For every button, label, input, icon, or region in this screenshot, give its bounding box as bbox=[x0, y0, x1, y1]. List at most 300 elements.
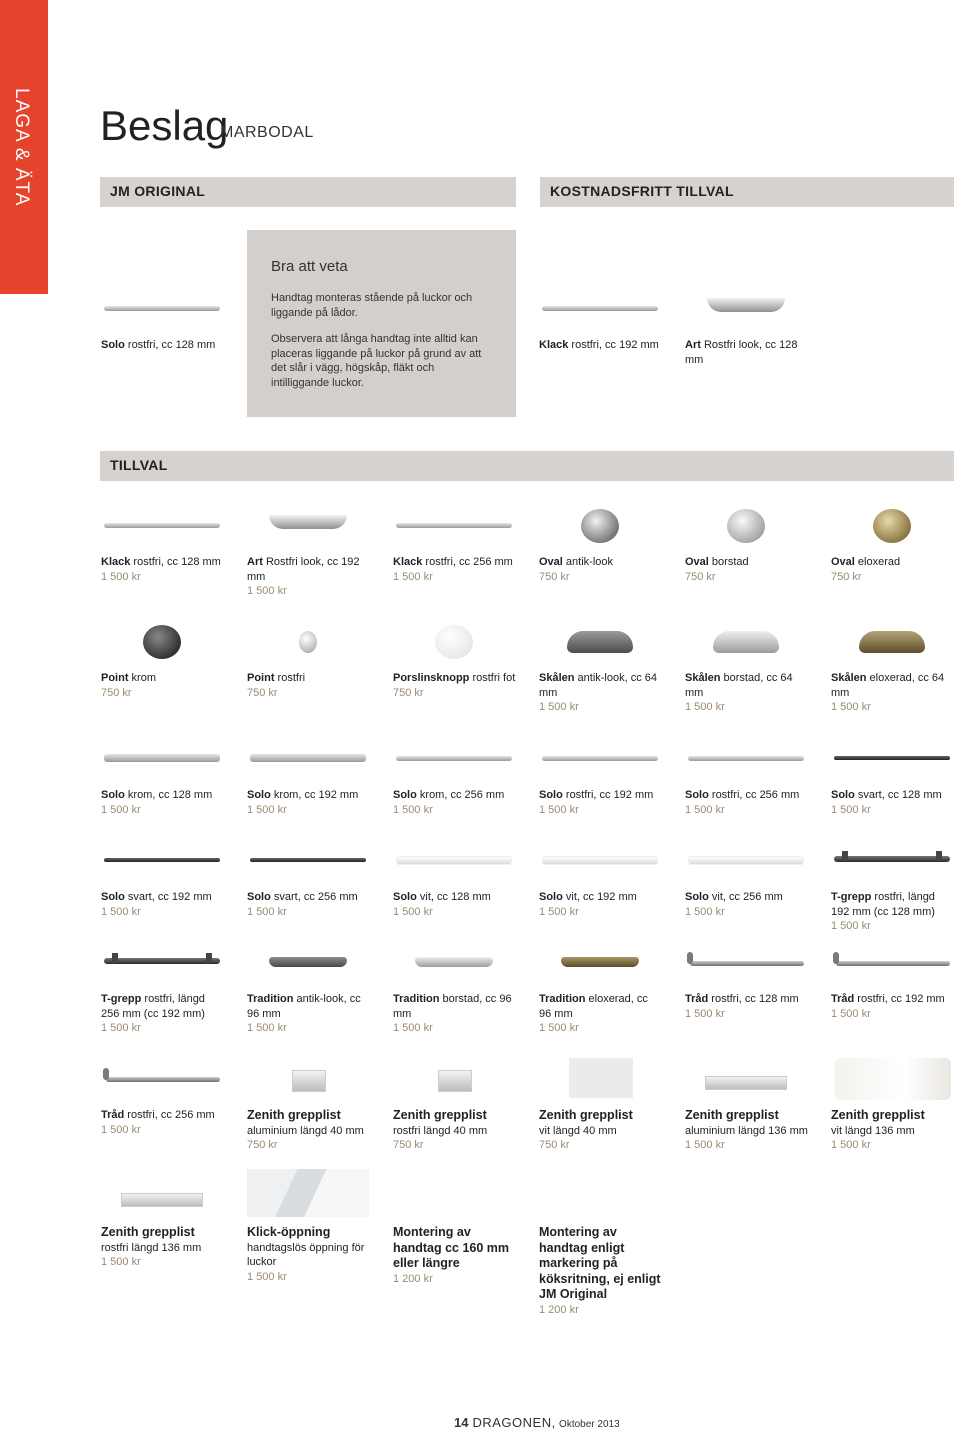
product-label bbox=[393, 890, 517, 905]
product-thumbnail bbox=[247, 621, 369, 663]
product-label bbox=[685, 671, 809, 700]
product-thumbnail bbox=[393, 1058, 515, 1100]
product-thumbnail bbox=[247, 840, 369, 882]
product-name: Solo bbox=[831, 789, 855, 801]
product-description: rostfri bbox=[274, 672, 306, 684]
product-price: 1 500 kr bbox=[831, 701, 871, 713]
footer-date: Oktober 2013 bbox=[559, 1419, 620, 1430]
product-price: 1 500 kr bbox=[247, 1022, 287, 1034]
product-item bbox=[393, 840, 517, 919]
product-price: 1 500 kr bbox=[247, 803, 287, 816]
handle-image bbox=[104, 523, 220, 528]
product-name: Zenith grepplist bbox=[685, 1108, 779, 1122]
product-thumbnail bbox=[831, 942, 953, 984]
product-name: Montering av handtag cc 160 mm eller längre bbox=[393, 1225, 510, 1270]
product-label bbox=[247, 555, 371, 584]
product-item bbox=[685, 1058, 809, 1153]
product-description: vit, cc 192 mm bbox=[562, 891, 637, 903]
product-item bbox=[247, 942, 371, 1036]
product-label bbox=[393, 555, 517, 570]
knob-image bbox=[727, 509, 765, 543]
product-item bbox=[831, 505, 955, 584]
info-paragraph: Observera att långa handtag inte alltid kan placeras liggande på luckor på grund av att det slår i vägg, högskåp, fläkt och intilliggande luckor. bbox=[271, 333, 482, 389]
info-box bbox=[247, 230, 516, 417]
product-name: Zenith grepplist bbox=[247, 1108, 341, 1122]
product-label bbox=[101, 555, 225, 570]
product-price: 1 500 kr bbox=[247, 905, 287, 918]
product-description: antik-look bbox=[562, 556, 613, 568]
product-label bbox=[247, 992, 371, 1021]
product-thumbnail bbox=[831, 505, 953, 547]
handle-image bbox=[542, 856, 658, 865]
product-label bbox=[101, 1108, 225, 1123]
product-thumbnail bbox=[247, 1175, 369, 1217]
handle-image bbox=[104, 754, 220, 762]
product-name: Skålen bbox=[539, 672, 575, 684]
product-thumbnail bbox=[539, 738, 661, 780]
product-label bbox=[539, 1225, 663, 1303]
product-label bbox=[539, 555, 663, 570]
product-description: eloxerad, cc 64 mm bbox=[831, 672, 945, 699]
product-name: Tråd bbox=[831, 993, 855, 1005]
product-label bbox=[247, 1108, 371, 1138]
product-thumbnail bbox=[393, 621, 515, 663]
product-thumbnail bbox=[101, 1175, 223, 1217]
wire-handle-image bbox=[690, 961, 804, 966]
product-price: 750 kr bbox=[685, 570, 716, 583]
arc-handle-image bbox=[707, 298, 785, 312]
product-description: vit längd 40 mm bbox=[539, 1124, 617, 1137]
product-name: Tråd bbox=[685, 993, 709, 1005]
product-thumbnail bbox=[101, 505, 223, 547]
product-label bbox=[685, 555, 809, 570]
product-name: Klack bbox=[539, 339, 569, 351]
product-thumbnail bbox=[247, 505, 369, 547]
product-description: Rostfri look, cc 192 mm bbox=[247, 556, 360, 583]
product-description: rostfri, cc 128 mm bbox=[708, 993, 799, 1005]
product-name: Solo bbox=[685, 789, 709, 801]
product-thumbnail bbox=[393, 738, 515, 780]
product-item bbox=[393, 1058, 517, 1153]
product-label bbox=[831, 992, 955, 1007]
product-name: Zenith grepplist bbox=[393, 1108, 487, 1122]
product-name: T-grepp bbox=[831, 891, 872, 903]
product-price: 1 500 kr bbox=[393, 1022, 433, 1034]
knob-image bbox=[299, 631, 317, 653]
product-name: Art bbox=[247, 556, 263, 568]
product-description: antik-look, cc 64 mm bbox=[539, 672, 658, 699]
page-subtitle: MARBODAL bbox=[220, 124, 314, 141]
tradition-handle-image bbox=[269, 957, 347, 967]
product-item bbox=[685, 738, 809, 817]
grip-rail-image bbox=[121, 1193, 203, 1207]
product-description: rostfri, längd 192 mm (cc 128 mm) bbox=[831, 891, 935, 918]
product-thumbnail bbox=[831, 738, 953, 780]
grip-rail-image bbox=[438, 1070, 472, 1092]
info-paragraph: Handtag monteras stående på luckor och liggande på lådor. bbox=[271, 292, 473, 319]
product-thumbnail bbox=[101, 621, 223, 663]
product-label bbox=[539, 890, 663, 905]
product-name: Solo bbox=[101, 789, 125, 801]
product-name: Solo bbox=[101, 891, 125, 903]
product-description: rostfri, cc 256 mm bbox=[124, 1109, 215, 1121]
product-thumbnail bbox=[831, 1058, 953, 1100]
product-name: Tradition bbox=[393, 993, 440, 1005]
product-thumbnail bbox=[685, 942, 807, 984]
product-description: aluminium längd 136 mm bbox=[685, 1124, 808, 1137]
product-price: 1 500 kr bbox=[393, 803, 433, 816]
product-item bbox=[539, 1058, 663, 1153]
product-thumbnail bbox=[685, 288, 807, 330]
product-price: 750 kr bbox=[539, 570, 570, 583]
handle-image bbox=[542, 756, 658, 761]
product-item bbox=[101, 1058, 225, 1137]
section-title: KOSTNADSFRITT TILLVAL bbox=[550, 183, 734, 199]
product-item bbox=[101, 505, 225, 584]
product-description: krom, cc 256 mm bbox=[416, 789, 505, 801]
product-description: rostfri, cc 256 mm bbox=[708, 789, 800, 801]
product-label bbox=[101, 992, 225, 1021]
product-price: 1 500 kr bbox=[393, 570, 433, 583]
product-label bbox=[247, 671, 371, 686]
product-thumbnail bbox=[685, 621, 807, 663]
product-description: Rostfri look, cc 128 mm bbox=[685, 339, 798, 366]
product-name: Porslinsknopp bbox=[393, 672, 470, 684]
handle-image bbox=[834, 756, 950, 760]
product-price: 1 500 kr bbox=[101, 570, 141, 583]
product-item bbox=[247, 505, 371, 599]
product-item bbox=[831, 1058, 955, 1153]
product-description: krom bbox=[128, 672, 156, 684]
product-name: Oval bbox=[685, 556, 709, 568]
product-label bbox=[831, 671, 955, 700]
product-label bbox=[685, 338, 809, 367]
product-description: rostfri fot bbox=[469, 672, 516, 684]
product-label bbox=[101, 788, 225, 803]
product-name: Klack bbox=[393, 556, 423, 568]
product-item bbox=[393, 1225, 517, 1286]
product-label bbox=[393, 1225, 517, 1272]
side-tab bbox=[0, 0, 48, 294]
product-price: 1 500 kr bbox=[831, 920, 871, 932]
section-kostnadsfritt bbox=[540, 177, 954, 207]
product-price: 750 kr bbox=[393, 1139, 424, 1151]
handle-image bbox=[396, 756, 512, 761]
product-description: rostfri längd 40 mm bbox=[393, 1124, 488, 1137]
product-item bbox=[831, 840, 955, 934]
handle-image bbox=[688, 756, 804, 761]
product-label bbox=[685, 788, 809, 803]
product-description: borstad, cc 96 mm bbox=[393, 993, 512, 1020]
product-item bbox=[247, 840, 371, 919]
product-name: Oval bbox=[831, 556, 855, 568]
wire-handle-image bbox=[836, 961, 950, 966]
product-thumbnail bbox=[539, 621, 661, 663]
product-price: 750 kr bbox=[539, 1139, 570, 1151]
product-description: borstad, cc 64 mm bbox=[685, 672, 793, 699]
page-footer bbox=[454, 1415, 620, 1430]
product-label bbox=[685, 890, 809, 905]
cup-handle-image bbox=[713, 631, 779, 653]
product-item bbox=[539, 505, 663, 584]
product-label bbox=[685, 992, 809, 1007]
product-label bbox=[831, 1108, 955, 1138]
product-name: Solo bbox=[247, 789, 271, 801]
product-price: 1 500 kr bbox=[685, 701, 725, 713]
arc-handle-image bbox=[269, 515, 347, 529]
product-description: antik-look, cc 96 mm bbox=[247, 993, 361, 1020]
handle-image bbox=[250, 754, 366, 762]
product-price: 1 500 kr bbox=[101, 803, 141, 816]
product-price: 1 500 kr bbox=[101, 905, 141, 918]
product-name: Solo bbox=[539, 789, 563, 801]
product-description: krom, cc 128 mm bbox=[124, 789, 213, 801]
product-label bbox=[247, 1225, 371, 1270]
page-number: 14 bbox=[454, 1415, 469, 1430]
product-price: 1 500 kr bbox=[831, 1139, 871, 1151]
product-name: Oval bbox=[539, 556, 563, 568]
product-name: Klick-öppning bbox=[247, 1225, 331, 1239]
product-thumbnail bbox=[831, 621, 953, 663]
product-thumbnail bbox=[393, 942, 515, 984]
product-description: rostfri, cc 192 mm bbox=[854, 993, 945, 1005]
product-description: eloxerad bbox=[854, 556, 901, 568]
product-thumbnail bbox=[539, 1058, 661, 1100]
knob-image bbox=[873, 509, 911, 543]
product-name: Point bbox=[247, 672, 275, 684]
product-price: 750 kr bbox=[831, 570, 862, 583]
product-name: Solo bbox=[247, 891, 271, 903]
product-price: 1 200 kr bbox=[539, 1303, 579, 1316]
product-price: 1 500 kr bbox=[539, 701, 579, 713]
product-description: rostfri, längd 256 mm (cc 192 mm) bbox=[101, 993, 205, 1020]
product-label bbox=[393, 992, 517, 1021]
product-item bbox=[831, 942, 955, 1021]
product-description: vit, cc 256 mm bbox=[708, 891, 783, 903]
product-label bbox=[539, 338, 663, 353]
footer-brand: DRAGONEN, bbox=[472, 1415, 556, 1430]
product-name: Tradition bbox=[247, 993, 294, 1005]
page-title: Beslag bbox=[100, 102, 229, 149]
knob-image bbox=[435, 625, 473, 659]
product-thumbnail bbox=[539, 942, 661, 984]
knob-image bbox=[143, 625, 181, 659]
handle-image bbox=[104, 858, 220, 862]
product-thumbnail bbox=[101, 1058, 223, 1100]
product-label bbox=[101, 890, 225, 905]
product-item bbox=[685, 840, 809, 919]
product-name: Tråd bbox=[101, 1109, 125, 1121]
product-item bbox=[247, 738, 371, 817]
product-item bbox=[247, 621, 371, 700]
product-price: 750 kr bbox=[393, 686, 424, 699]
product-description: borstad bbox=[708, 556, 749, 568]
product-item bbox=[539, 738, 663, 817]
product-thumbnail bbox=[393, 505, 515, 547]
info-title: Bra att veta bbox=[271, 258, 348, 275]
product-price: 1 500 kr bbox=[685, 1007, 725, 1020]
product-item bbox=[393, 621, 517, 700]
product-price: 1 500 kr bbox=[831, 1007, 871, 1020]
product-description: eloxerad, cc 96 mm bbox=[539, 993, 648, 1020]
product-item bbox=[539, 1225, 663, 1317]
grip-rail-image bbox=[705, 1076, 787, 1090]
product-label bbox=[393, 1108, 517, 1138]
product-thumbnail bbox=[685, 738, 807, 780]
product-label bbox=[831, 788, 955, 803]
product-thumbnail bbox=[539, 505, 661, 547]
product-label bbox=[393, 788, 517, 803]
product-name: Solo bbox=[393, 789, 417, 801]
product-description: rostfri, cc 128 mm bbox=[130, 556, 221, 568]
product-item bbox=[247, 1175, 371, 1284]
product-item bbox=[831, 621, 955, 715]
section-jm-original bbox=[100, 177, 516, 207]
knob-image bbox=[581, 509, 619, 543]
product-thumbnail bbox=[247, 1058, 369, 1100]
product-item bbox=[393, 505, 517, 584]
cup-handle-image bbox=[567, 631, 633, 653]
product-price: 1 200 kr bbox=[393, 1272, 433, 1285]
product-item bbox=[831, 738, 955, 817]
product-thumbnail bbox=[685, 505, 807, 547]
product-item bbox=[101, 942, 225, 1036]
product-thumbnail bbox=[539, 288, 661, 330]
product-item bbox=[393, 738, 517, 817]
product-thumbnail bbox=[101, 942, 223, 984]
product-price: 1 500 kr bbox=[831, 803, 871, 816]
product-name: Skålen bbox=[685, 672, 721, 684]
product-description: vit, cc 128 mm bbox=[416, 891, 491, 903]
product-price: 750 kr bbox=[101, 686, 132, 699]
product-price: 1 500 kr bbox=[685, 803, 725, 816]
product-item bbox=[539, 621, 663, 715]
product-name: Zenith grepplist bbox=[539, 1108, 633, 1122]
tradition-handle-image bbox=[561, 957, 639, 967]
t-grip-image bbox=[104, 958, 220, 964]
product-thumbnail bbox=[685, 1058, 807, 1100]
product-price: 1 500 kr bbox=[539, 905, 579, 918]
product-name: Solo bbox=[685, 891, 709, 903]
product-description: svart, cc 256 mm bbox=[270, 891, 358, 903]
tradition-handle-image bbox=[415, 957, 493, 967]
product-description: rostfri längd 136 mm bbox=[101, 1241, 202, 1254]
product-item bbox=[393, 942, 517, 1036]
product-thumbnail bbox=[247, 942, 369, 984]
product-name: Klack bbox=[101, 556, 131, 568]
product-name: Zenith grepplist bbox=[101, 1225, 195, 1239]
product-item bbox=[685, 505, 809, 584]
product-name: Solo bbox=[393, 891, 417, 903]
product-name: Art bbox=[685, 339, 701, 351]
product-item bbox=[539, 288, 663, 353]
product-thumbnail bbox=[393, 840, 515, 882]
product-name: Solo bbox=[101, 339, 125, 351]
product-item bbox=[685, 288, 809, 367]
grip-rail-image bbox=[292, 1070, 326, 1092]
grip-rail-image bbox=[835, 1058, 951, 1100]
product-description: rostfri, cc 128 mm bbox=[124, 339, 216, 351]
product-price: 1 500 kr bbox=[101, 1022, 141, 1034]
cup-handle-image bbox=[859, 631, 925, 653]
product-name: Montering av handtag enligt markering på köksritning, ej enligt JM Original bbox=[539, 1225, 661, 1301]
product-item bbox=[539, 840, 663, 919]
product-label bbox=[101, 338, 225, 353]
push-open-image bbox=[247, 1169, 369, 1217]
product-item bbox=[101, 840, 225, 919]
product-price: 750 kr bbox=[247, 1139, 278, 1151]
product-price: 1 500 kr bbox=[101, 1256, 141, 1268]
handle-image bbox=[542, 306, 658, 311]
handle-image bbox=[688, 856, 804, 865]
product-price: 1 500 kr bbox=[101, 1123, 141, 1136]
product-name: Tradition bbox=[539, 993, 586, 1005]
section-title: TILLVAL bbox=[110, 457, 168, 473]
product-item bbox=[539, 942, 663, 1036]
handle-image bbox=[104, 306, 220, 311]
product-item bbox=[101, 738, 225, 817]
product-label bbox=[539, 992, 663, 1021]
t-grip-image bbox=[834, 856, 950, 862]
product-label bbox=[539, 1108, 663, 1138]
product-label bbox=[247, 788, 371, 803]
product-thumbnail bbox=[831, 840, 953, 882]
section-title: JM ORIGINAL bbox=[110, 183, 206, 199]
product-label bbox=[831, 555, 955, 570]
product-description: aluminium längd 40 mm bbox=[247, 1124, 364, 1137]
product-price: 750 kr bbox=[247, 686, 278, 699]
product-description: rostfri, cc 192 mm bbox=[568, 339, 659, 351]
product-description: vit längd 136 mm bbox=[831, 1124, 915, 1137]
wire-handle-image bbox=[106, 1077, 220, 1082]
product-price: 1 500 kr bbox=[393, 905, 433, 918]
handle-image bbox=[250, 858, 366, 862]
product-name: T-grepp bbox=[101, 993, 142, 1005]
product-label bbox=[247, 890, 371, 905]
product-thumbnail bbox=[101, 288, 223, 330]
product-label bbox=[831, 890, 955, 919]
section-tillval bbox=[100, 451, 954, 481]
product-name: Point bbox=[101, 672, 129, 684]
product-price: 1 500 kr bbox=[685, 1139, 725, 1151]
product-description: rostfri, cc 256 mm bbox=[422, 556, 513, 568]
product-description: svart, cc 192 mm bbox=[124, 891, 212, 903]
product-label bbox=[685, 1108, 809, 1138]
product-name: Solo bbox=[539, 891, 563, 903]
product-thumbnail bbox=[101, 738, 223, 780]
product-label bbox=[101, 671, 225, 686]
product-name: Zenith grepplist bbox=[831, 1108, 925, 1122]
product-label bbox=[393, 671, 517, 686]
product-price: 1 500 kr bbox=[247, 1270, 287, 1283]
product-thumbnail bbox=[247, 738, 369, 780]
product-item bbox=[685, 942, 809, 1021]
product-description: rostfri, cc 192 mm bbox=[562, 789, 654, 801]
product-price: 1 500 kr bbox=[247, 585, 287, 597]
product-item bbox=[247, 1058, 371, 1153]
product-thumbnail bbox=[101, 840, 223, 882]
product-item bbox=[101, 621, 225, 700]
product-thumbnail bbox=[685, 840, 807, 882]
product-item bbox=[101, 1175, 225, 1270]
product-label bbox=[539, 788, 663, 803]
product-label bbox=[101, 1225, 225, 1255]
product-description: svart, cc 128 mm bbox=[854, 789, 942, 801]
product-thumbnail bbox=[539, 840, 661, 882]
handle-image bbox=[396, 856, 512, 865]
product-description: krom, cc 192 mm bbox=[270, 789, 359, 801]
product-label bbox=[539, 671, 663, 700]
